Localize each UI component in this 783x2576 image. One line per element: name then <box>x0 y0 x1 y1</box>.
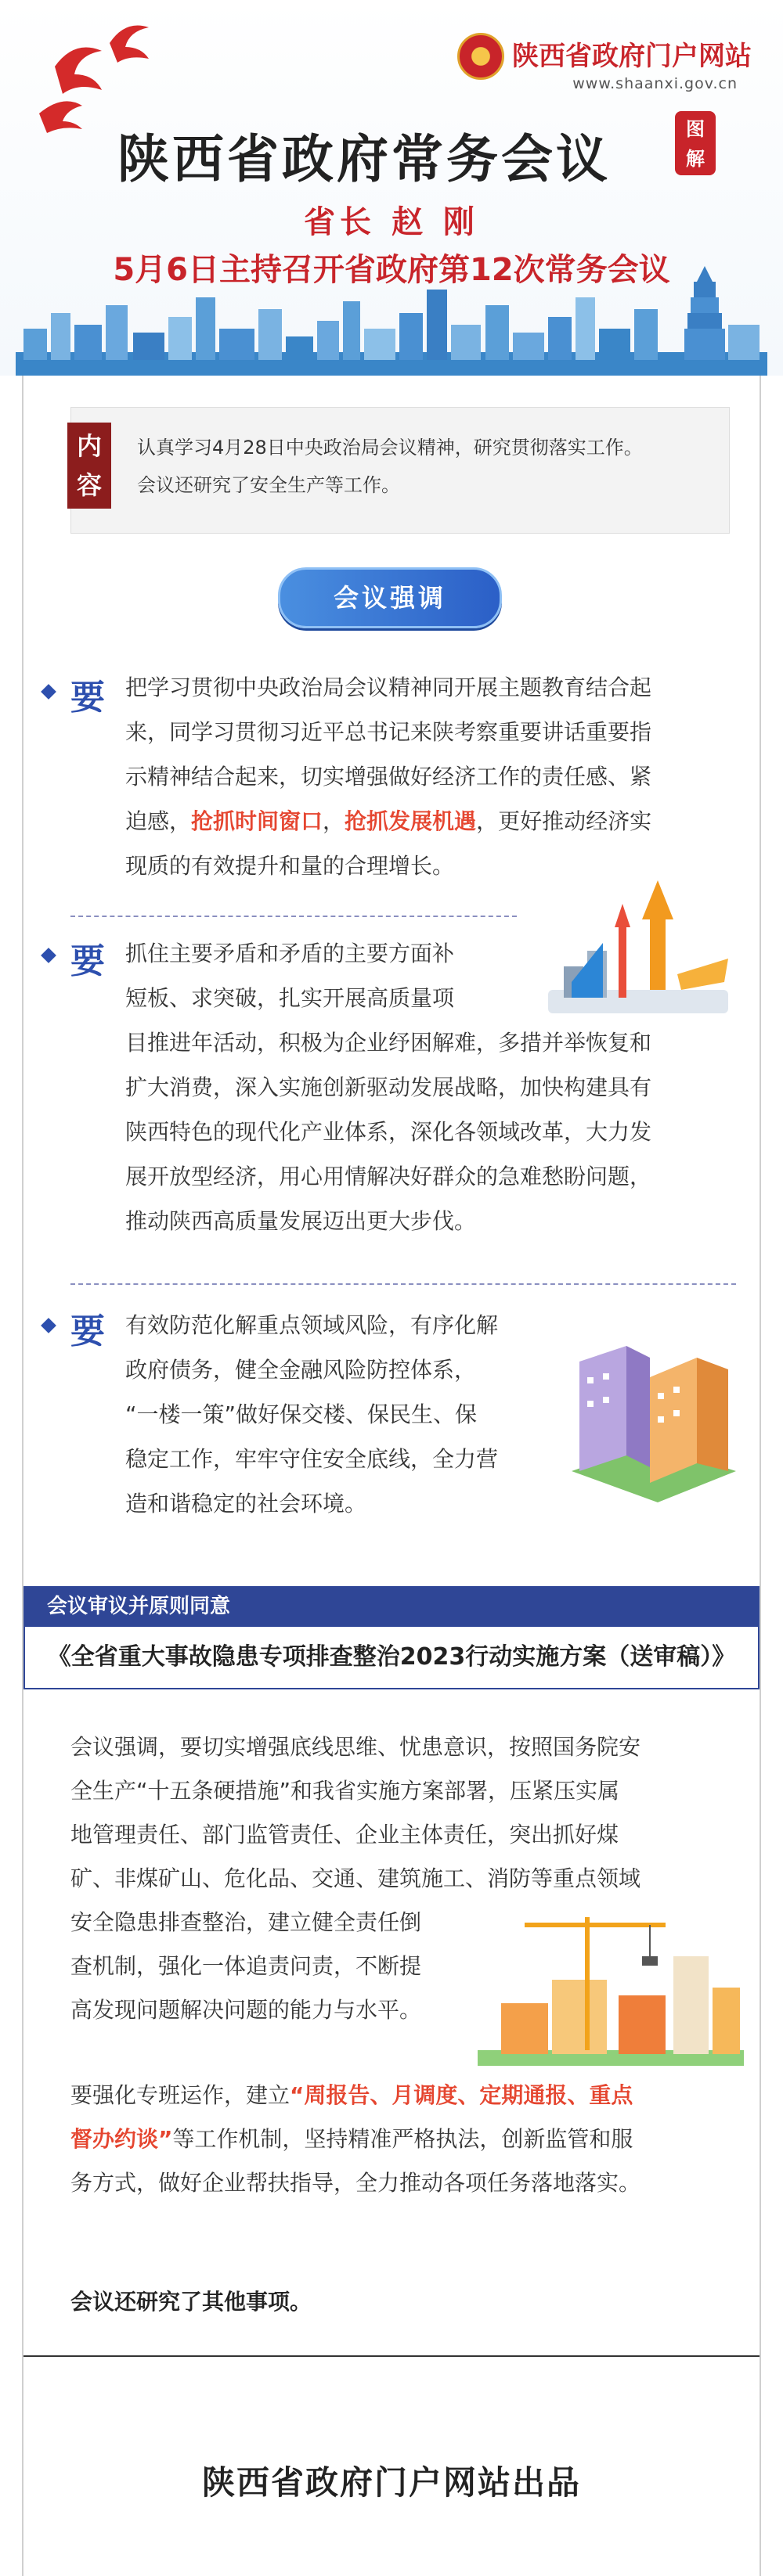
other-matters-text: 会议还研究了其他事项。 <box>70 2289 312 2315</box>
emphasis-key: 要 <box>70 1311 105 1351</box>
text-line: 目推进年活动，积极为企业纾困解难，多措并举恢复和 <box>125 1030 652 1056</box>
text-line: 陕西特色的现代化产业体系，深化各领域改革，大力发 <box>125 1119 652 1145</box>
site-logo[interactable] <box>457 33 752 80</box>
text-line: 抓住主要矛盾和矛盾的主要方面补 <box>125 941 455 966</box>
text-segment: ， <box>323 808 345 834</box>
text-line: “一楼一策”做好保交楼、保民生、保 <box>125 1401 478 1427</box>
content-line-2: 会议还研究了安全生产等工作。 <box>137 474 400 496</box>
text-line <box>70 2074 744 2117</box>
text-line: 高发现问题解决问题的能力与水平。 <box>70 1997 422 2023</box>
emphasis-key: 要 <box>70 941 105 981</box>
emphasis-item-2-text <box>125 931 736 1243</box>
text-line: 示精神结合起来，切实增强做好经济工作的责任感、紧 <box>125 764 652 790</box>
highlight-text: “周报告、月调度、定期通报、重点 <box>290 2082 633 2108</box>
document-title: 《全省重大事故隐患专项排查整治2023行动实施方案（送审稿）》 <box>23 1627 760 1689</box>
site-url[interactable]: www.shaanxi.gov.cn <box>572 75 738 92</box>
text-line: 把学习贯彻中央政治局会议精神同开展主题教育结合起 <box>125 675 652 700</box>
highlight-text: 抢抓发展机遇 <box>345 808 477 834</box>
content-summary-text <box>137 429 716 504</box>
page-title: 陕西省政府常务会议 <box>117 129 611 189</box>
text-line: 扩大消费，深入实施创新驱动发展战略，加快构建具有 <box>125 1074 652 1100</box>
highlight-text: 抢抓时间窗口 <box>191 808 323 834</box>
content-tag-line1: 内 <box>76 431 102 461</box>
text-line: 全生产“十五条硬措施”和我省实施方案部署，压紧压实属 <box>70 1778 620 1804</box>
dashed-divider <box>70 1283 736 1285</box>
emphasis-item-3-text <box>125 1303 564 1526</box>
text-line: 稳定工作，牢牢守住安全底线，全力营 <box>125 1446 499 1472</box>
infographic-tag-line2: 解 <box>686 148 705 170</box>
footer-divider <box>23 2355 760 2357</box>
content-line-1: 认真学习4月28日中央政治局会议精神，研究贯彻落实工作。 <box>137 437 643 459</box>
content-tag <box>67 423 111 509</box>
review-section-bar: 会议审议并原则同意 <box>23 1586 760 1627</box>
text-line: 安全隐患排查整治，建立健全责任倒 <box>70 1909 422 1935</box>
text-line: 造和谐稳定的社会环境。 <box>125 1491 367 1516</box>
text-line: 矿、非煤矿山、危化品、交通、建筑施工、消防等重点领域 <box>70 1865 641 1891</box>
buildings-illustration <box>564 1315 744 1510</box>
national-emblem-icon <box>457 33 504 80</box>
text-line: 政府债务，健全金融风险防控体系， <box>125 1357 477 1383</box>
text-segment: 要强化专班运作，建立 <box>70 2082 290 2108</box>
site-name: 陕西省政府门户网站 <box>512 41 752 72</box>
text-line: 有效防范化解重点领域风险，有序化解 <box>125 1312 499 1338</box>
text-line: 会议强调，要切实增强底线思维、忧患意识，按照国务院安 <box>70 1734 641 1760</box>
construction-illustration <box>478 1909 744 2066</box>
diamond-bullet-icon <box>41 948 56 963</box>
city-skyline-illustration <box>16 250 767 376</box>
dashed-divider <box>70 916 517 917</box>
text-line: 来，同学习贯彻习近平总书记来陕考察重要讲话重要指 <box>125 719 652 745</box>
text-line: 查机制，强化一体追责问责，不断提 <box>70 1953 422 1979</box>
text-line: 推动陕西高质量发展迈出更大步伐。 <box>125 1208 477 1234</box>
content-tag-line2: 容 <box>76 470 102 500</box>
text-line: 短板、求突破，扎实开展高质量项 <box>125 985 455 1011</box>
emphasis-key: 要 <box>70 678 105 718</box>
left-frame-line <box>22 0 23 2576</box>
text-line: 展开放型经济，用心用情解决好群众的急难愁盼问题， <box>125 1164 652 1189</box>
text-line: 现质的有效提升和量的合理增长。 <box>125 853 455 879</box>
text-line <box>125 799 736 844</box>
text-line <box>70 2117 744 2161</box>
diamond-bullet-icon <box>41 684 56 700</box>
subtitle-person: 省长 赵 刚 <box>304 204 479 240</box>
text-segment: ，更好推动经济实 <box>476 808 652 834</box>
subtitle-meeting: 5月6日主持召开省政府第12次常务会议 <box>113 252 670 288</box>
header-banner <box>0 0 783 376</box>
footer-credit: 陕西省政府门户网站出品 <box>201 2463 581 2502</box>
emphasis-badge: 会议强调 <box>278 567 502 628</box>
highlight-text: 督办约谈” <box>70 2126 173 2152</box>
infographic-tag-line1: 图 <box>686 118 705 140</box>
right-frame-line <box>760 0 761 2576</box>
infographic-tag <box>675 111 716 175</box>
text-segment: 迫感， <box>125 808 192 834</box>
diamond-bullet-icon <box>41 1318 56 1333</box>
text-line: 务方式，做好企业帮扶指导，全力推动各项任务落地落实。 <box>70 2170 641 2196</box>
review-paragraph-2 <box>70 2074 744 2205</box>
emphasis-item-1-text <box>125 665 736 888</box>
text-segment: 等工作机制，坚持精准严格执法，创新监管和服 <box>172 2126 633 2152</box>
text-line: 地管理责任、部门监管责任、企业主体责任，突出抓好煤 <box>70 1822 619 1847</box>
